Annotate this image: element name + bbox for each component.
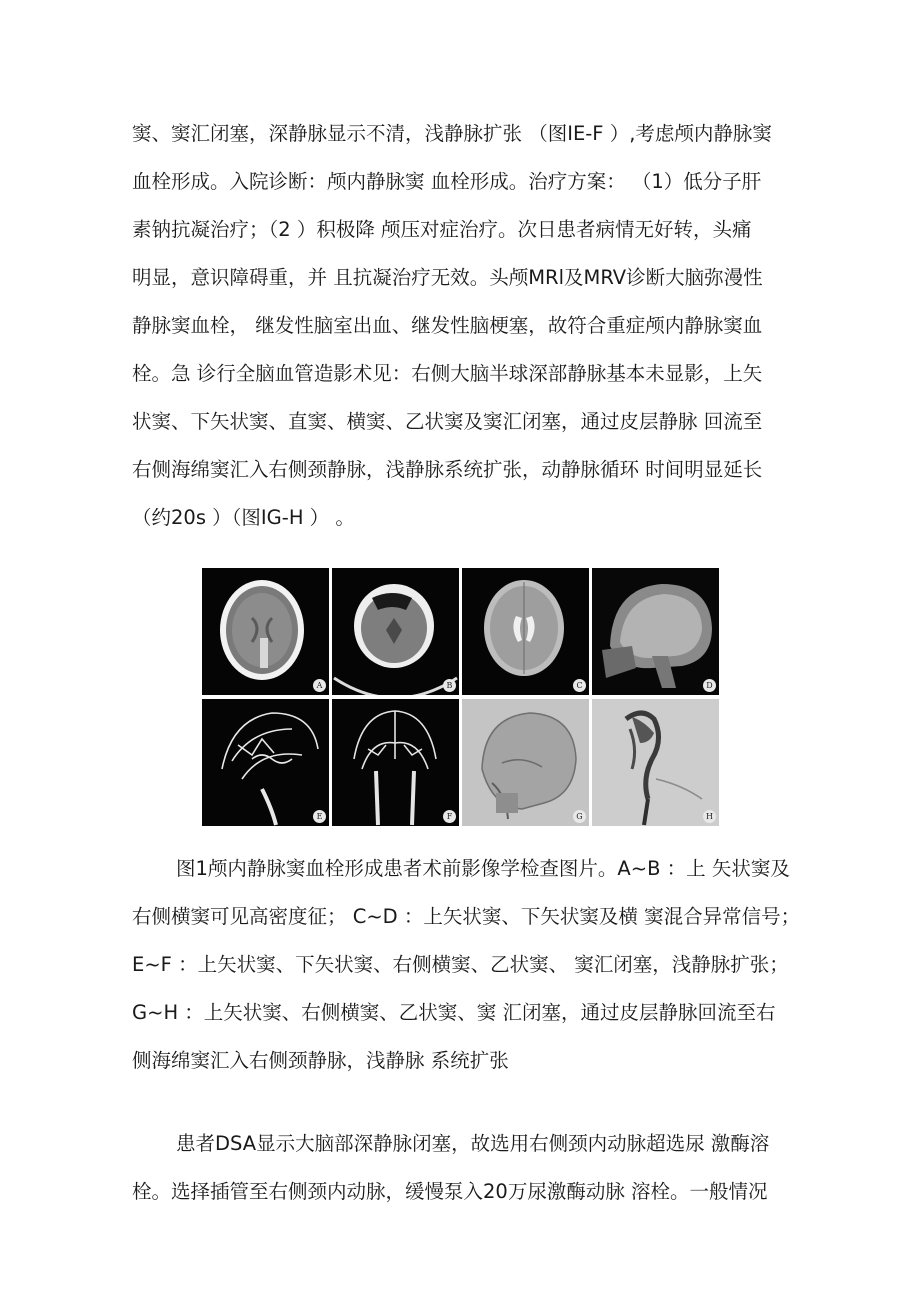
text-line: 栓。急 诊行全脑血管造影术见：右侧大脑半球深部静脉基本未显影，上矢 (132, 362, 763, 385)
figure-panel-mri-sagittal (592, 568, 719, 695)
figure-panel-mrv-frontal (332, 699, 459, 826)
panel-label: D (703, 679, 716, 692)
figure-panel-dsa-lateral-venous (592, 699, 719, 826)
figure-panel-ct-axial-low (332, 568, 459, 695)
text-line: 图1颅内静脉窦血栓形成患者术前影像学检查图片。A~B ：上 矢状窦及 (176, 857, 790, 880)
imaging-figure (202, 568, 720, 828)
text-line: （约20s ）（图IG-H ） 。 (132, 506, 355, 529)
text-line: 右侧海绵窦汇入右侧颈静脉，浅静脉系统扩张，动静脉循环 时间明显延长 (132, 458, 763, 481)
text-line: 右侧横窦可见高密度征； C~D ：上矢状窦、下矢状窦及横 窦混合异常信号； (132, 905, 801, 928)
panel-label: A (313, 679, 326, 692)
panel-label: B (443, 679, 456, 692)
figure-panel-mri-axial (462, 568, 589, 695)
text-line: 静脉窦血栓， 继发性脑室出血、继发性脑梗塞，故符合重症颅内静脉窦血 (132, 314, 763, 337)
panel-label: F (443, 810, 456, 823)
text-line: 栓。选择插管至右侧颈内动脉，缓慢泵入20万尿激酶动脉 溶栓。一般情况 (132, 1180, 768, 1203)
text-line: E~F ：上矢状窦、下矢状窦、右侧横窦、乙状窦、 窦汇闭塞，浅静脉扩张； (132, 953, 789, 976)
text-line: 侧海绵窦汇入右侧颈静脉，浅静脉 系统扩张 (132, 1049, 509, 1072)
text-line: 窦、窦汇闭塞，深静脉显示不清，浅静脉扩张 （图IE-F ）,考虑颅内静脉窦 (132, 122, 772, 145)
panel-label: G (573, 810, 586, 823)
text-line: G~H ：上矢状窦、右侧横窦、乙状窦、窦 汇闭塞，通过皮层静脉回流至右 (132, 1001, 776, 1024)
panel-label: E (313, 810, 326, 823)
figure-panel-dsa-lateral (462, 699, 589, 826)
text-line: 血栓形成。入院诊断：颅内静脉窦 血栓形成。治疗方案： （1）低分子肝 (132, 170, 762, 193)
figure-panel-ct-axial (202, 568, 329, 695)
text-line: 状窦、下矢状窦、直窦、横窦、乙状窦及窦汇闭塞，通过皮层静脉 回流至 (132, 410, 763, 433)
figure-caption (132, 845, 801, 1085)
body-paragraph-1 (132, 110, 797, 542)
panel-label: C (573, 679, 586, 692)
text-line: 素钠抗凝治疗；（2 ）积极降 颅压对症治疗。次日患者病情无好转，头痛 (132, 218, 752, 241)
body-paragraph-2 (132, 1120, 797, 1216)
panel-label: H (703, 810, 716, 823)
text-line: 明显，意识障碍重，并 且抗凝治疗无效。头颅MRl及MRV诊断大脑弥漫性 (132, 266, 763, 289)
text-line: 患者DSA显示大脑部深静脉闭塞，故选用右侧颈内动脉超选尿 激酶溶 (176, 1132, 770, 1155)
figure-panel-mrv-oblique (202, 699, 329, 826)
